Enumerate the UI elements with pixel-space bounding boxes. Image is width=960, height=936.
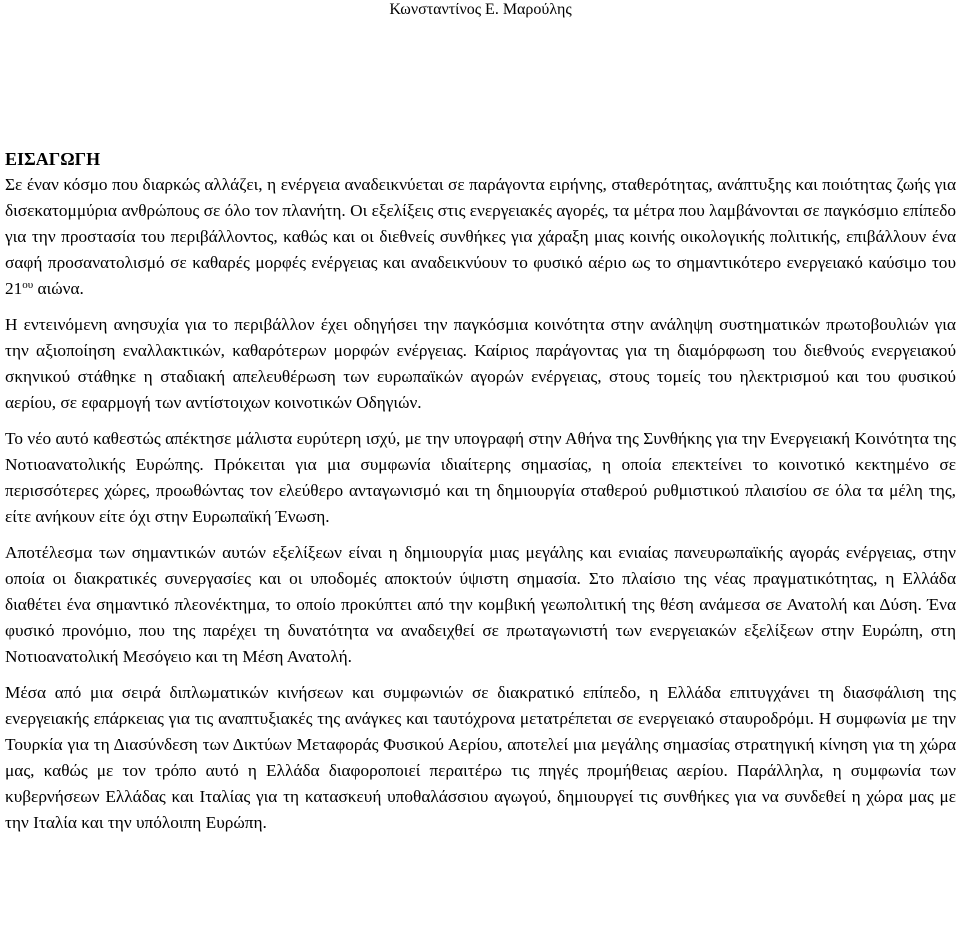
paragraph-spacer <box>5 302 956 312</box>
paragraph-spacer <box>5 416 956 426</box>
paragraph-1-superscript: ου <box>22 279 34 291</box>
paragraph-5: Μέσα από μια σειρά διπλωματικών κινήσεων και συμφωνιών σε διακρατικό επίπεδο, η Ελλάδα επιτυγχάνει τη διασφάλιση της ενεργειακής επάρκειας για τις αναπτυξιακές της ανάγκες και ταυτόχρονα μετατρέπεται σε ενεργειακό σταυροδρόμι. Η συμφωνία με την Τουρκία για τη Διασύνδεση των Δικτύων Μεταφοράς Φυσικού Αερίου, αποτελεί μια μεγάλης σημασίας στρατηγική κίνηση για τη χώρα μας, καθώς με τον τρόπο αυτό η Ελλάδα διαφοροποιεί περαιτέρω τις πηγές προμήθειας αερίου. Παράλληλα, η συμφωνία των κυβερνήσεων Ελλάδας και Ιταλίας για τη κατασκευή υποθαλάσσιου αγωγού, δημιουργεί τις συνθήκες για να συνδεθεί η χώρα μας με την Ιταλία και την υπόλοιπη Ευρώπη. <box>5 683 956 832</box>
paragraph-1-text-end: αιώνα. <box>33 279 84 298</box>
paragraph-4: Αποτέλεσμα των σημαντικών αυτών εξελίξεων είναι η δημιουργία μιας μεγάλης και ενιαίας πανευρωπαϊκής αγοράς ενέργειας, στην οποία οι διακρατικές συνεργασίες και οι υποδομές αποκτούν ύψιστη σημασία. Στο πλαίσιο της νέας πραγματικότητας, η Ελλάδα διαθέτει ένα σημαντικό πλεονέκτημα, το οποίο προκύπτει από την κομβική γεωπολιτική της θέση ανάμεσα σε Ανατολή και Δύση. Ένα φυσικό προνόμιο, που της παρέχει τη δυνατότητα να αναδειχθεί σε πρωταγωνιστή των ενεργειακών εξελίξεων στην Ευρώπη, στη Νοτιοανατολική Μεσόγειο και τη Μέση Ανατολή. <box>5 543 956 666</box>
section-title: ΕΙΣΑΓΩΓΗ <box>5 149 101 169</box>
paragraph-spacer <box>5 670 956 680</box>
running-header-author: Κωνσταντίνος Ε. Μαρούλης <box>389 1 572 18</box>
paragraph-3: Το νέο αυτό καθεστώς απέκτησε μάλιστα ευρύτερη ισχύ, με την υπογραφή στην Αθήνα της Συνθήκης για την Ενεργειακή Κοινότητα της Νοτιοανατολικής Ευρώπης. Πρόκειται για μια συμφωνία ιδιαίτερης σημασίας, η οποία επεκτείνει το κοινοτικό κεκτημένο σε περισσότερες χώρες, προωθώντας τον ελεύθερο ανταγωνισμό και τη δημιουργία σταθερού ρυθμιστικού πλαισίου σε όλα τα μέλη της, είτε ανήκουν είτε όχι στην Ευρωπαϊκή Ένωση. <box>5 429 956 526</box>
paragraph-spacer <box>5 530 956 540</box>
paragraph-1 <box>5 172 956 302</box>
paragraph-2: Η εντεινόμενη ανησυχία για το περιβάλλον έχει οδηγήσει την παγκόσμια κοινότητα στην ανάληψη συστηματικών πρωτοβουλιών για την αξιοποίηση εναλλακτικών, καθαρότερων μορφών ενέργειας. Καίριος παράγοντας για τη διαμόρφωση του διεθνούς ενεργειακού σκηνικού στάθηκε η σταδιακή απελευθέρωση των ευρωπαϊκών αγορών ενέργειας, στους τομείς του ηλεκτρισμού και του φυσικού αερίου, σε εφαρμογή των αντίστοιχων κοινοτικών Οδηγιών. <box>5 315 956 412</box>
paragraph-1-text: Σε έναν κόσμο που διαρκώς αλλάζει, η ενέργεια αναδεικνύεται σε παράγοντα ειρήνης, σταθερότητας, ανάπτυξης και ποιότητας ζωής για δισεκατομμύρια ανθρώπους σε όλο τον πλανήτη. Οι εξελίξεις στις ενεργειακές αγορές, τα μέτρα που λαμβάνονται σε παγκόσμιο επίπεδο για την προστασία του περιβάλλοντος, καθώς και οι διεθνείς συνθήκες για χάραξη μιας κοινής οικολογικής πολιτικής, επιβάλλουν ένα σαφή προσανατολισμό σε καθαρές μορφές ενέργειας και αναδεικνύουν το φυσικό αέριο ως το σημαντικότερο ενεργειακό καύσιμο του 21 <box>5 175 956 298</box>
